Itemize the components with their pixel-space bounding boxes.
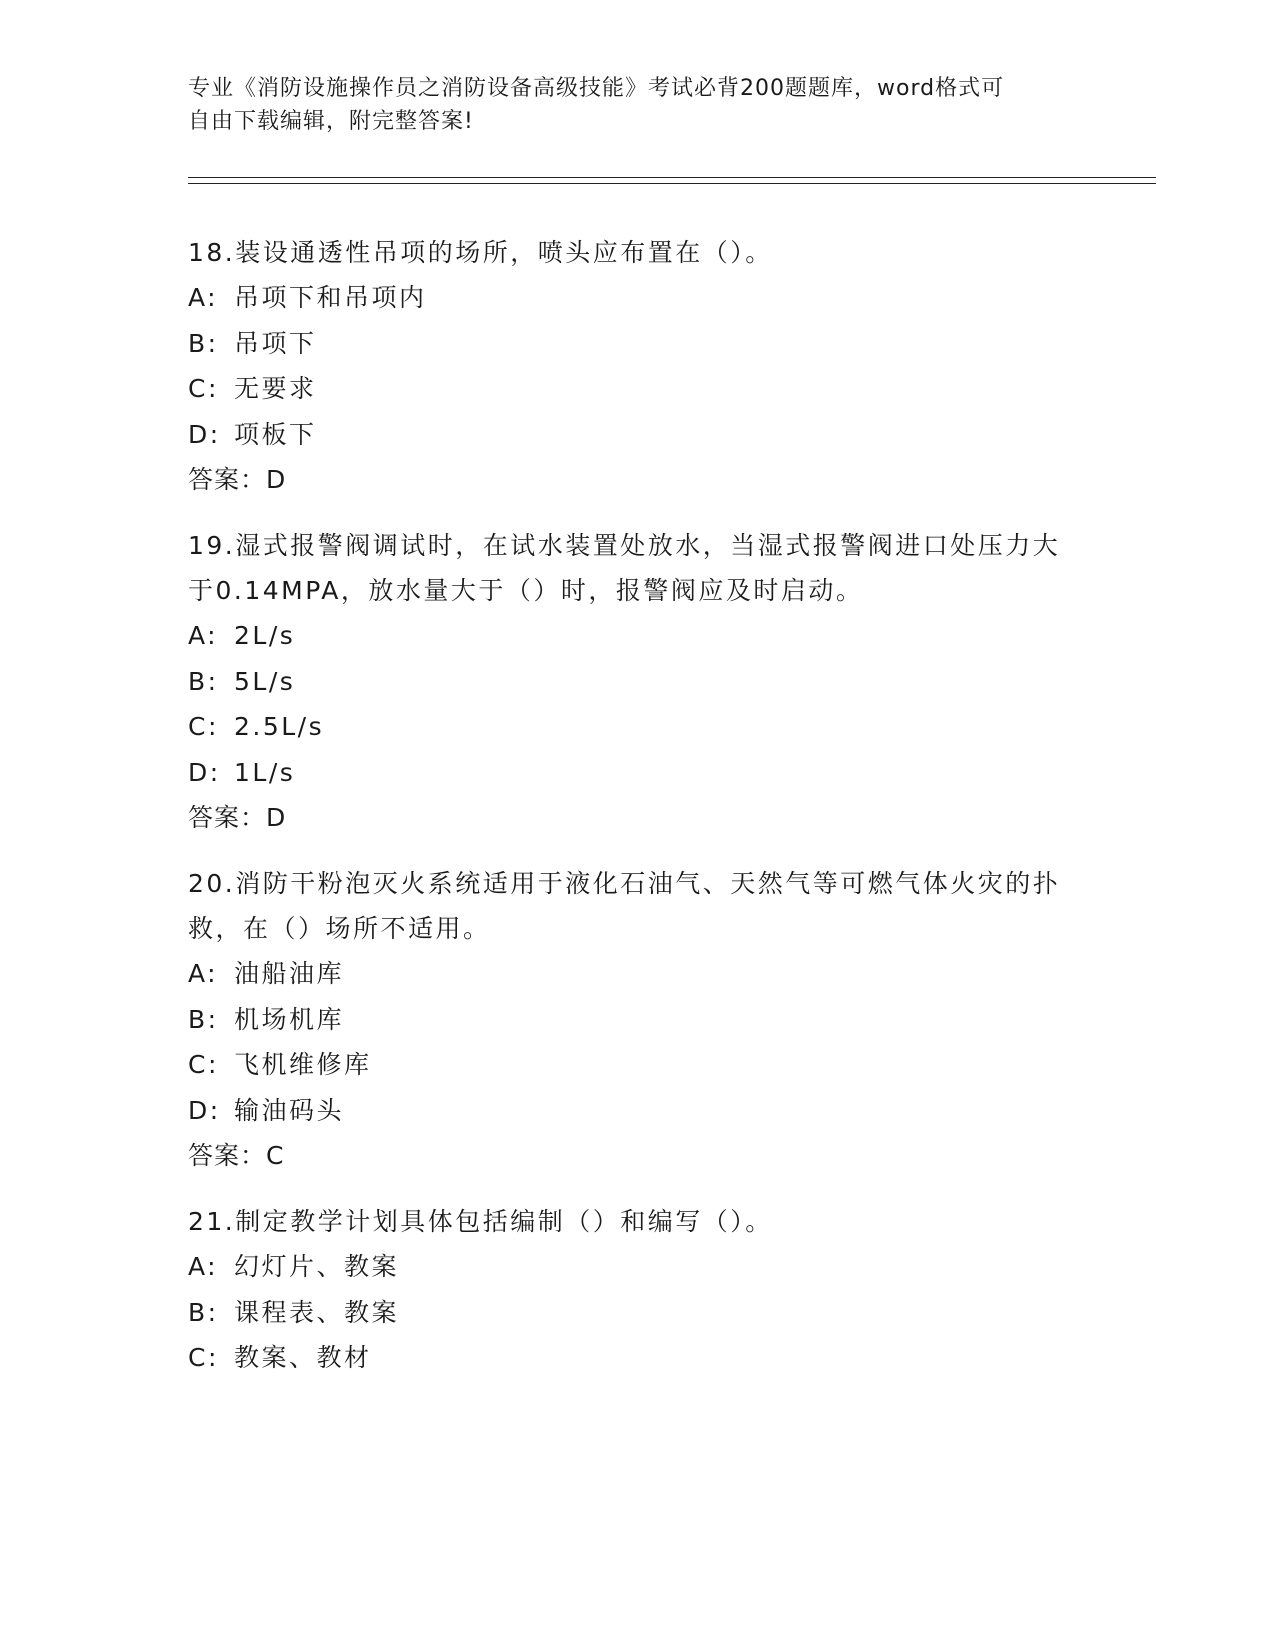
question-stem: 21.制定教学计划具体包括编制（）和编写（）。 [188,1207,773,1236]
option-text: 5L/s [234,666,296,696]
option-text: 飞机维修库 [234,1050,372,1079]
option-letter: A: [188,621,219,650]
option-letter: C: [188,1050,219,1079]
option-d [188,412,1088,458]
option-text: 教案、教材 [234,1343,372,1372]
option-b [188,1290,1088,1336]
option-b [188,659,1088,705]
question-stem: 18.装设通透性吊项的场所，喷头应布置在（）。 [188,238,773,267]
option-text: 1L/s [234,757,296,787]
option-letter: C: [188,1343,219,1372]
option-text: 机场机库 [234,1004,345,1034]
option-text: 输油码头 [234,1095,345,1125]
question-list [188,230,1088,1402]
question-19 [188,523,1088,840]
question-18 [188,230,1088,502]
header-line-1: 专业《消防设施操作员之消防设备高级技能》考试必背200题题库，word格式可 [188,76,1005,101]
option-d [188,750,1088,796]
question-stem: 20.消防干粉泡灭火系统适用于液化石油气、天然气等可燃气体火灾的扑救，在（）场所不适用。 [188,869,1061,943]
option-c [188,704,1088,750]
document-header [188,72,1068,138]
header-divider-top [188,177,1156,178]
option-letter: D: [188,757,221,787]
option-b [188,321,1088,367]
option-letter: A: [188,283,219,312]
option-a [188,613,1088,659]
option-letter: C: [188,712,219,741]
option-text: 吊项下和吊项内 [234,283,427,312]
question-21 [188,1199,1088,1381]
question-stem: 19.湿式报警阀调试时，在试水装置处放水，当湿式报警阀进口处压力大于0.14MPA，放水量大于（）时，报警阀应及时启动。 [188,531,1061,605]
header-divider-bottom [188,183,1156,184]
answer: 答案：D [188,803,287,832]
header-line-2: 自由下载编辑，附完整答案! [188,109,474,134]
option-letter: D: [188,419,221,449]
option-b [188,997,1088,1043]
option-text: 项板下 [234,419,317,449]
option-text: 2.5L/s [234,712,325,741]
option-a [188,951,1088,997]
option-text: 吊项下 [234,328,317,358]
option-letter: B: [188,1297,219,1327]
option-text: 油船油库 [234,959,345,988]
option-letter: D: [188,1095,221,1125]
option-a [188,275,1088,321]
option-text: 课程表、教案 [234,1297,400,1327]
option-text: 幻灯片、教案 [234,1252,400,1281]
answer: 答案：C [188,1141,285,1170]
option-c [188,366,1088,412]
answer: 答案：D [188,465,287,494]
option-text: 2L/s [234,621,296,650]
option-letter: B: [188,666,219,696]
option-c [188,1042,1088,1088]
question-20 [188,861,1088,1178]
option-d [188,1088,1088,1134]
option-letter: B: [188,1004,219,1034]
option-letter: C: [188,374,219,403]
option-letter: B: [188,328,219,358]
option-text: 无要求 [234,374,317,403]
option-letter: A: [188,959,219,988]
option-letter: A: [188,1252,219,1281]
option-a [188,1244,1088,1290]
option-c [188,1335,1088,1381]
